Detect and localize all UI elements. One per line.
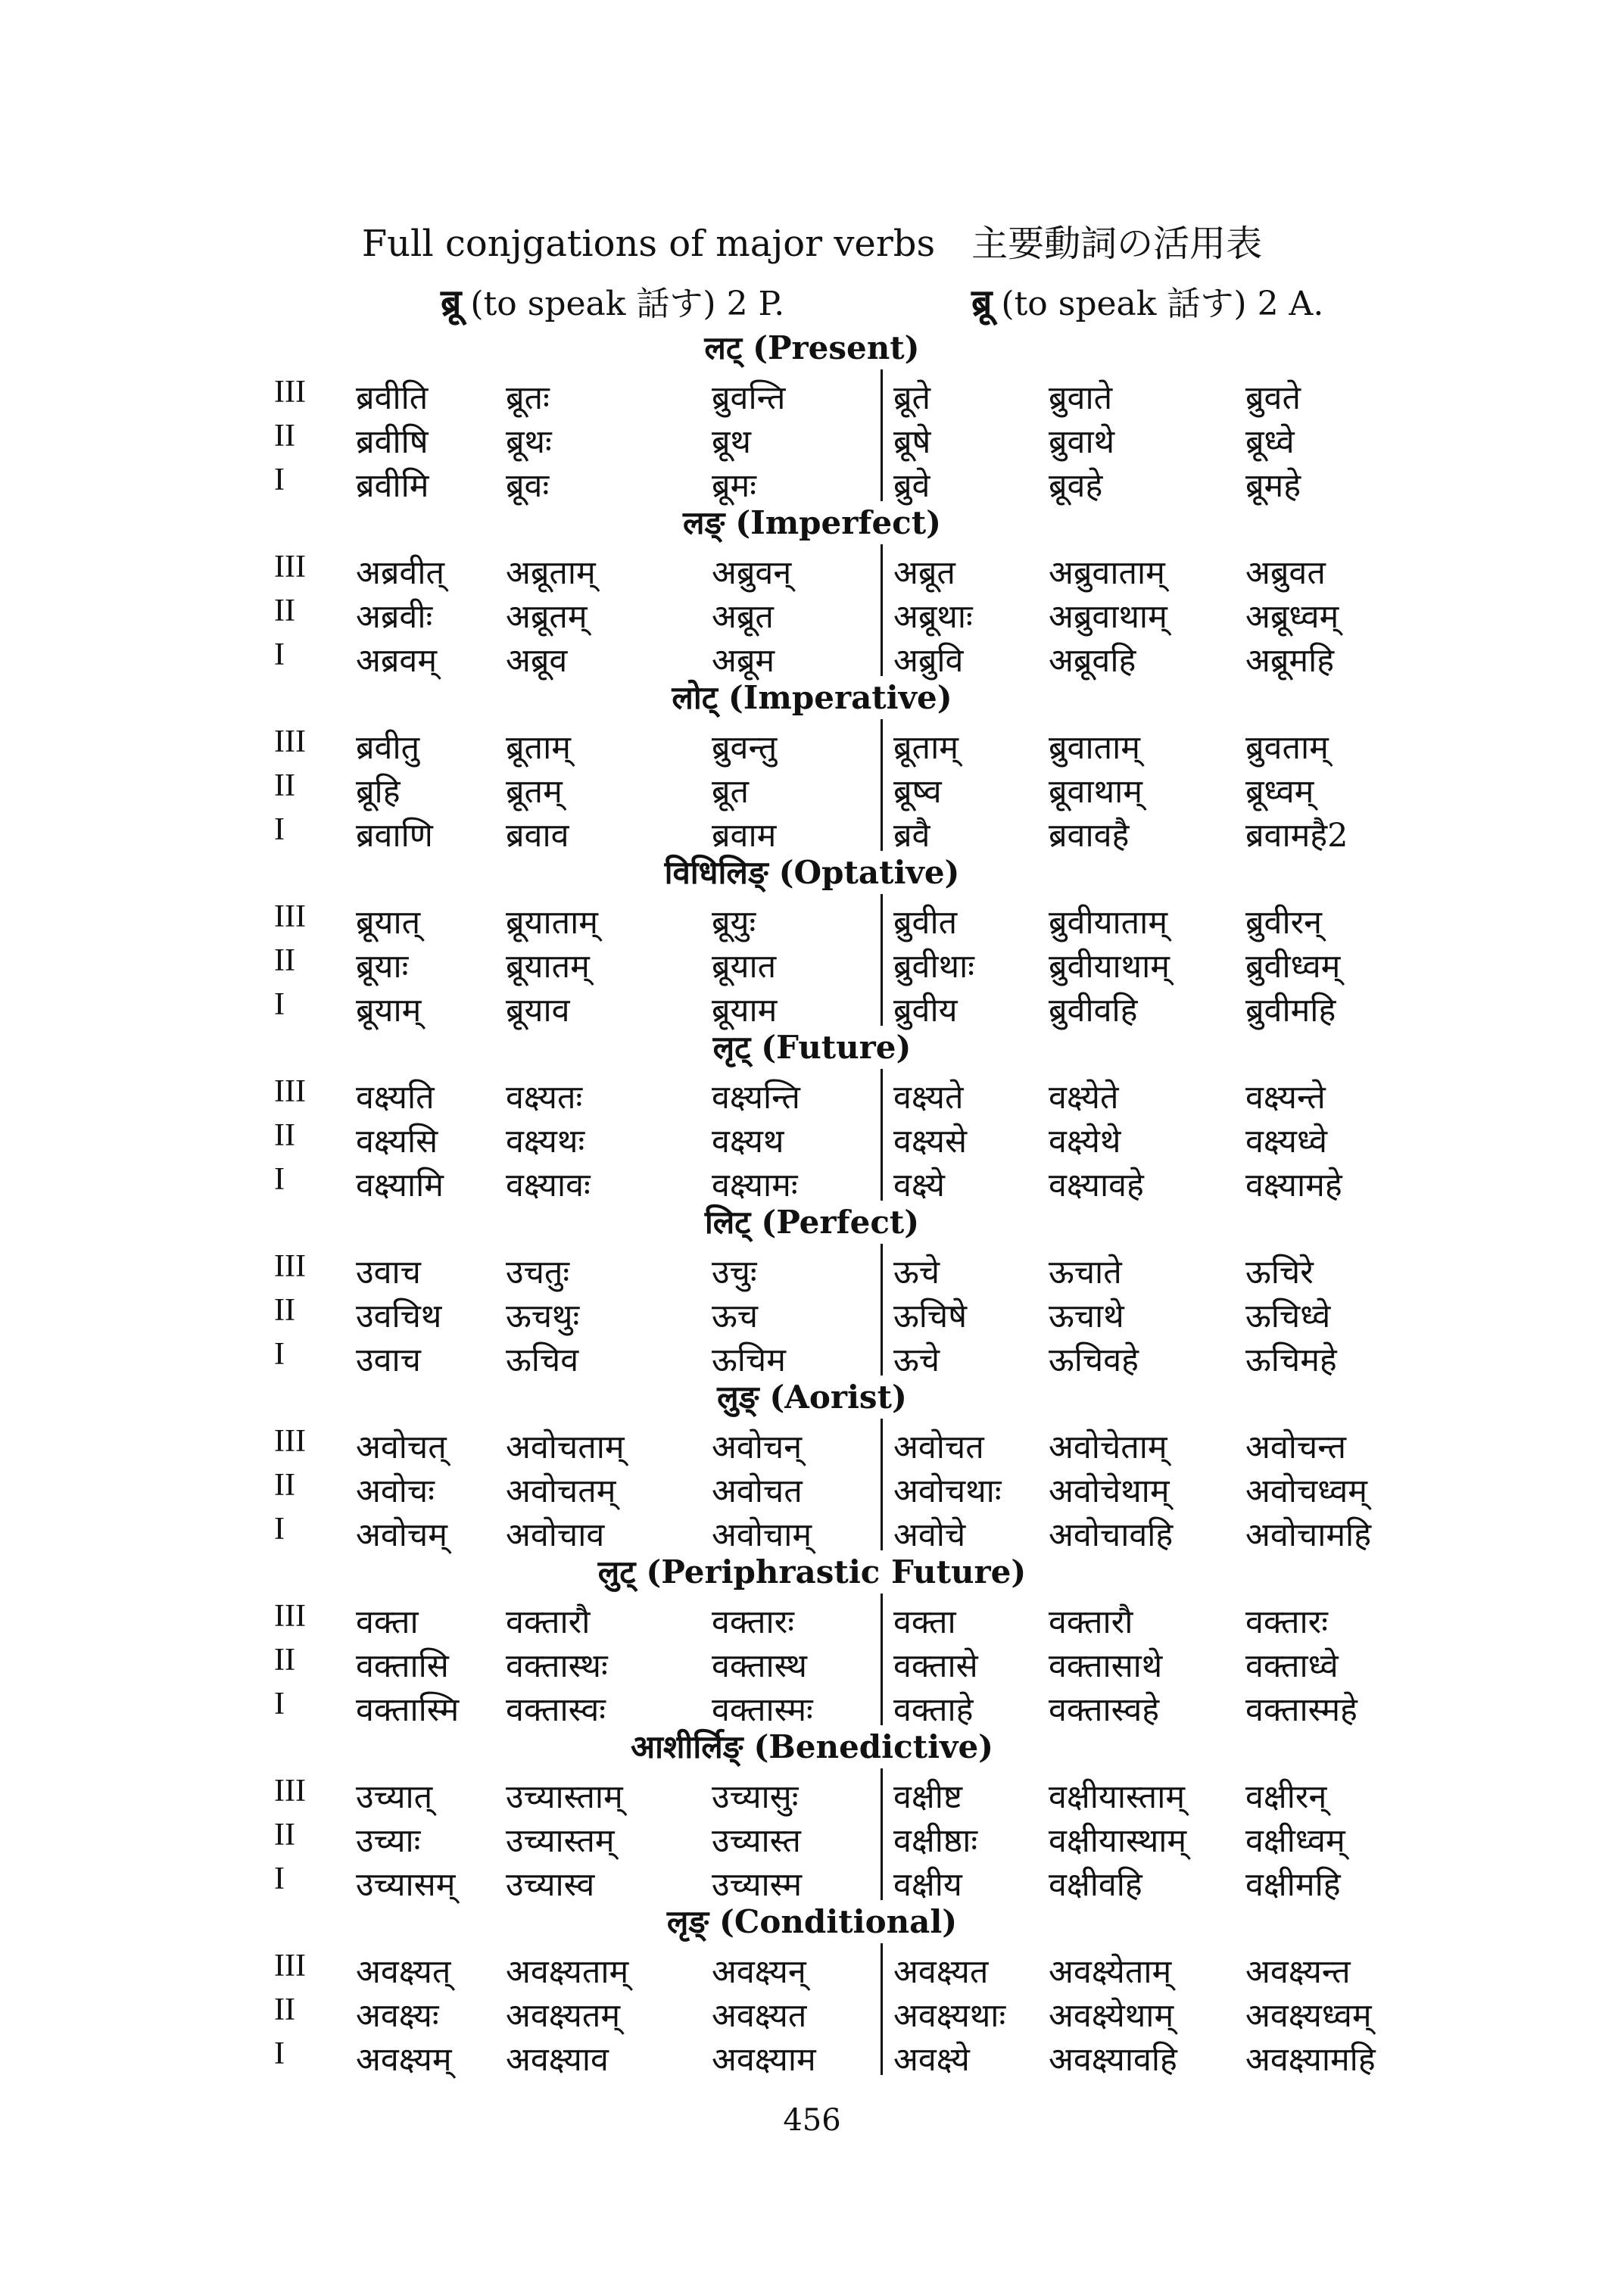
verb-form: अवक्ष्यत्: [356, 1953, 451, 1991]
verb-form: उच्यास्तम्: [506, 1822, 615, 1860]
verb-form: अब्रूध्वम्: [1245, 598, 1339, 636]
verb-form: वक्ष्यामः: [712, 1167, 798, 1204]
conjugation-row: [0, 1773, 1624, 1817]
verb-form: अब्रुवाताम्: [1049, 554, 1165, 592]
person-label: II: [274, 1118, 295, 1153]
verb-form: अवोचे: [893, 1516, 966, 1554]
person-label: II: [274, 1818, 295, 1852]
conjugation-row: [0, 374, 1624, 418]
verb-form: ब्रुवीयाताम्: [1049, 904, 1168, 942]
verb-form: ब्रुवे: [893, 467, 930, 505]
verb-gloss: (to speak 話す) 2 P.: [470, 285, 785, 323]
tense-english-name: (Imperfect): [735, 504, 942, 541]
conjugation-row: [0, 768, 1624, 812]
verb-form: अब्रवीत्: [356, 554, 444, 592]
verb-form: वक्ष्येते: [1049, 1079, 1119, 1117]
verb-form: उच्यास्म: [712, 1866, 803, 1904]
verb-form: अवक्ष्यन्त: [1245, 1953, 1351, 1991]
verb-form: अवोचत: [893, 1428, 984, 1466]
person-label: III: [274, 1774, 306, 1809]
verb-form: अवक्ष्यामहि: [1245, 2041, 1376, 2079]
verb-form: वक्ष्यध्वे: [1245, 1123, 1328, 1161]
verb-form: ब्रुवीयाथाम्: [1049, 948, 1170, 986]
verb-form: अवक्ष्यन्: [712, 1953, 806, 1991]
verb-form: ब्रुवीरन्: [1245, 904, 1323, 942]
verb-root: ब्रू: [971, 282, 993, 324]
verb-form: ब्रवै: [893, 817, 930, 855]
verb-form: अब्रूथाः: [893, 598, 973, 636]
tense-title: [0, 675, 1624, 718]
verb-form: वक्ष्यथः: [506, 1123, 585, 1161]
verb-form: अवक्ष्याव: [506, 2041, 609, 2079]
person-label: II: [274, 1468, 295, 1503]
verb-form: ब्रवाणि: [356, 817, 433, 855]
person-label: I: [274, 463, 285, 497]
tense-sanskrit-name: लृट्: [712, 1029, 751, 1066]
conjugation-row: [0, 1073, 1624, 1117]
tense-sanskrit-name: लृङ्: [666, 1903, 709, 1940]
verb-form: वक्तासे: [893, 1647, 978, 1685]
verb-form: ब्रूध्वे: [1245, 423, 1295, 461]
verb-form: वक्ष्यति: [356, 1079, 435, 1117]
tense-sanskrit-name: लुङ्: [717, 1379, 759, 1416]
verb-form: ब्रवाव: [506, 817, 569, 855]
tense-english-name: (Conditional): [719, 1903, 958, 1940]
verb-form: ब्रूत: [712, 773, 750, 811]
verb-form: अब्रुवि: [893, 642, 964, 680]
person-label: II: [274, 1643, 295, 1678]
tense-title: [0, 1025, 1624, 1068]
person-label: II: [274, 768, 295, 803]
person-label: I: [274, 2036, 285, 2071]
tense-section: [0, 500, 1624, 681]
verb-form: ब्रूते: [893, 379, 931, 417]
verb-form: अवक्ष्यावहि: [1049, 2041, 1177, 2079]
person-label: II: [274, 419, 295, 453]
conjugation-row: [0, 1598, 1624, 1642]
person-label: III: [274, 1424, 306, 1459]
verb-form: अवक्ष्येथाम्: [1049, 1997, 1174, 2035]
verb-form: उचुः: [712, 1254, 757, 1291]
tense-section: [0, 1025, 1624, 1205]
conjugation-row: [0, 942, 1624, 986]
verb-form: ब्रुवन्तु: [712, 729, 778, 767]
verb-form: वक्ताहे: [893, 1691, 974, 1729]
verb-form: अवोचः: [356, 1472, 435, 1510]
person-label: I: [274, 812, 285, 847]
conjugation-row: [0, 1511, 1624, 1555]
verb-form: ब्रूयुः: [712, 904, 756, 942]
person-label: I: [274, 1862, 285, 1896]
verb-form: वक्तास्मि: [356, 1691, 460, 1729]
person-label: III: [274, 724, 306, 759]
verb-form: अवक्ष्यत: [712, 1997, 807, 2035]
person-label: II: [274, 1992, 295, 2027]
tense-section: [0, 326, 1624, 506]
conjugation-row: [0, 986, 1624, 1030]
verb-form: वक्ता: [356, 1603, 419, 1641]
verb-form: ब्रुवन्ति: [712, 379, 786, 417]
verb-form: वक्तारौ: [506, 1603, 591, 1641]
tense-sanskrit-name: आशीर्लिङ्: [630, 1728, 743, 1765]
verb-form: ब्रूमहे: [1245, 467, 1301, 505]
verb-heading-atmanepada: [971, 276, 1323, 326]
verb-form: ब्रूयातम्: [506, 948, 590, 986]
verb-form: ब्रूताम्: [506, 729, 571, 767]
tense-english-name: (Periphrastic Future): [646, 1553, 1027, 1590]
conjugation-row: [0, 724, 1624, 768]
verb-form: वक्ष्यामहे: [1245, 1167, 1342, 1204]
verb-form: वक्ष्यन्ते: [1245, 1079, 1326, 1117]
person-label: I: [274, 1162, 285, 1197]
verb-form: अवक्ष्यथाः: [893, 1997, 1006, 2035]
verb-form: अब्रवीः: [356, 598, 433, 636]
verb-form: अवोचामहि: [1245, 1516, 1372, 1554]
verb-form: वक्ताध्वे: [1245, 1647, 1339, 1685]
tense-english-name: (Perfect): [761, 1204, 920, 1241]
verb-form: अवक्ष्यम्: [356, 2041, 452, 2079]
tense-title: [0, 326, 1624, 369]
tense-sanskrit-name: विधिलिङ्: [664, 854, 768, 891]
verb-form: अब्रवम्: [356, 642, 438, 680]
verb-form: अवोचन्त: [1245, 1428, 1346, 1466]
conjugation-row: [0, 1161, 1624, 1205]
verb-form: वक्तास्महे: [1245, 1691, 1357, 1729]
tense-english-name: (Future): [761, 1029, 912, 1066]
tense-title: [0, 1200, 1624, 1243]
verb-form: वक्षीय: [893, 1866, 962, 1904]
verb-form: अवोचध्वम्: [1245, 1472, 1367, 1510]
conjugation-row: [0, 899, 1624, 942]
conjugation-row: [0, 549, 1624, 593]
verb-form: अवोचताम्: [506, 1428, 625, 1466]
verb-form: ब्रूयात्: [356, 904, 421, 942]
person-label: III: [274, 899, 306, 934]
verb-form: वक्तारौ: [1049, 1603, 1133, 1641]
person-label: I: [274, 1337, 285, 1372]
verb-form: अब्रुवाथाम्: [1049, 598, 1167, 636]
tense-title: [0, 1724, 1624, 1768]
conjugation-row: [0, 462, 1624, 506]
verb-form: ब्रूवाथाम्: [1049, 773, 1142, 811]
person-label: I: [274, 987, 285, 1022]
verb-form: उच्यास्व: [506, 1866, 595, 1904]
verb-form: अब्रूम: [712, 642, 775, 680]
verb-form: वक्तास्वः: [506, 1691, 606, 1729]
verb-form: ब्रूतः: [506, 379, 550, 417]
verb-form: अब्रूत: [893, 554, 955, 592]
verb-form: अब्रूतम्: [506, 598, 588, 636]
verb-form: उच्याः: [356, 1822, 421, 1860]
conjugation-row: [0, 1336, 1624, 1380]
verb-form: अवक्ष्याम: [712, 2041, 816, 2079]
verb-form: वक्ष्यतः: [506, 1079, 583, 1117]
verb-form: वक्ष्यामि: [356, 1167, 444, 1204]
verb-form: ऊचिमहे: [1245, 1341, 1337, 1379]
verb-form: ब्रुवीय: [893, 992, 958, 1030]
verb-gloss: (to speak 話す) 2 A.: [1001, 285, 1324, 323]
verb-form: ऊचिवहे: [1049, 1341, 1139, 1379]
verb-form: ब्रवीमि: [356, 467, 429, 505]
verb-form: अवोचतम्: [506, 1472, 616, 1510]
verb-form: अवोचाव: [506, 1516, 605, 1554]
verb-form: ब्रूताम्: [893, 729, 959, 767]
verb-form: ब्रुवते: [1245, 379, 1301, 417]
verb-form: अब्रुवत: [1245, 554, 1326, 592]
verb-form: ब्रूतम्: [506, 773, 563, 811]
tense-title: [0, 1550, 1624, 1593]
verb-form: अब्रुवन्: [712, 554, 792, 592]
verb-form: ब्रूहि: [356, 773, 401, 811]
verb-form: अवोचेताम्: [1049, 1428, 1167, 1466]
verb-heading-parasmaipada: [441, 276, 784, 326]
conjugation-row: [0, 1248, 1624, 1292]
tense-sanskrit-name: लट्: [704, 329, 743, 366]
verb-form: उचतुः: [506, 1254, 570, 1291]
verb-form: ब्रवीषि: [356, 423, 429, 461]
tense-sanskrit-name: लङ्: [682, 504, 725, 541]
verb-form: ब्रुवीध्वम्: [1245, 948, 1341, 986]
verb-form: अवक्ष्यध्वम्: [1245, 1997, 1372, 2035]
verb-form: उच्यात्: [356, 1778, 433, 1816]
verb-form: उच्यासम्: [356, 1866, 456, 1904]
person-label: II: [274, 594, 295, 628]
verb-form: वक्षीष्ट: [893, 1778, 962, 1816]
conjugation-row: [0, 1467, 1624, 1511]
tense-section: [0, 675, 1624, 855]
verb-form: वक्षीमहि: [1245, 1866, 1341, 1904]
conjugation-row: [0, 1686, 1624, 1730]
verb-form: ऊच: [712, 1298, 759, 1335]
verb-form: ऊचाथे: [1049, 1298, 1124, 1335]
verb-form: अवोचावहि: [1049, 1516, 1174, 1554]
verb-form: अवक्ष्यत: [893, 1953, 989, 1991]
verb-form: ब्रुवताम्: [1245, 729, 1329, 767]
tense-title: [0, 500, 1624, 544]
tense-section: [0, 850, 1624, 1030]
verb-form: वक्ष्येथे: [1049, 1123, 1121, 1161]
verb-form: ब्रूथः: [506, 423, 552, 461]
verb-form: उवचिथ: [356, 1298, 442, 1335]
verb-form: अब्रूताम्: [506, 554, 596, 592]
verb-form: ब्रूषे: [893, 423, 931, 461]
tense-section: [0, 1550, 1624, 1730]
verb-form: अवोचम्: [356, 1516, 447, 1554]
conjugation-row: [0, 1861, 1624, 1905]
verb-form: वक्ष्यथ: [712, 1123, 784, 1161]
verb-form: ब्रुवीत: [893, 904, 958, 942]
conjugation-row: [0, 812, 1624, 855]
verb-form: वक्ष्यन्ति: [712, 1079, 800, 1117]
tense-title: [0, 850, 1624, 893]
verb-form: वक्ष्यावः: [506, 1167, 591, 1204]
verb-form: उच्यास्ताम्: [506, 1778, 623, 1816]
tense-section: [0, 1200, 1624, 1380]
verb-form: ब्रूध्वम्: [1245, 773, 1314, 811]
verb-form: वक्ष्यसे: [893, 1123, 968, 1161]
conjugation-row: [0, 593, 1624, 637]
conjugation-row: [0, 418, 1624, 462]
tense-sanskrit-name: लोट्: [672, 679, 718, 716]
verb-form: ब्रूमः: [712, 467, 756, 505]
person-label: II: [274, 1293, 295, 1328]
verb-form: ब्रूयाम्: [356, 992, 422, 1030]
verb-form: ब्रुवाते: [1049, 379, 1113, 417]
page-title: Full conjgations of major verbs 主要動詞の活用表: [361, 223, 1263, 265]
verb-form: अवक्ष्ये: [893, 2041, 970, 2079]
verb-form: वक्षीवहि: [1049, 1866, 1142, 1904]
verb-form: ब्रूवहे: [1049, 467, 1103, 505]
verb-form: ऊचे: [893, 1341, 940, 1379]
verb-form: ब्रवामहै2: [1245, 817, 1348, 855]
conjugation-row: [0, 1948, 1624, 1992]
verb-form: वक्ष्यते: [893, 1079, 964, 1117]
verb-form: ब्रूयात: [712, 948, 777, 986]
tense-english-name: (Present): [753, 329, 920, 366]
verb-form: वक्तास्थ: [712, 1647, 807, 1685]
verb-form: उच्यासुः: [712, 1778, 799, 1816]
person-label: III: [274, 1599, 306, 1634]
verb-form: उच्यास्त: [712, 1822, 801, 1860]
person-label: III: [274, 550, 306, 584]
verb-form: वक्षीयास्ताम्: [1049, 1778, 1186, 1816]
verb-form: ऊचाते: [1049, 1254, 1122, 1291]
tense-english-name: (Optative): [778, 854, 960, 891]
person-label: III: [274, 375, 306, 410]
tense-section: [0, 1375, 1624, 1555]
tense-english-name: (Imperative): [728, 679, 952, 716]
verb-form: वक्तारः: [712, 1603, 794, 1641]
conjugation-row: [0, 1423, 1624, 1467]
verb-form: ऊचिरे: [1245, 1254, 1314, 1291]
tense-title: [0, 1899, 1624, 1943]
verb-form: ऊचथुः: [506, 1298, 580, 1335]
tense-sanskrit-name: लिट्: [704, 1204, 751, 1241]
verb-form: ऊचिध्वे: [1245, 1298, 1331, 1335]
conjugation-row: [0, 1817, 1624, 1861]
tense-english-name: (Benedictive): [753, 1728, 994, 1765]
tense-section: [0, 1724, 1624, 1905]
verb-form: अवोचत्: [356, 1428, 447, 1466]
verb-form: अब्रूत: [712, 598, 774, 636]
verb-form: ब्रूष्व: [893, 773, 942, 811]
verb-form: अवोचेथाम्: [1049, 1472, 1170, 1510]
tense-title: [0, 1375, 1624, 1418]
conjugation-row: [0, 1292, 1624, 1336]
verb-form: वक्तास्मः: [712, 1691, 813, 1729]
conjugation-row: [0, 1992, 1624, 2036]
verb-form: उवाच: [356, 1341, 421, 1379]
verb-form: वक्षीयास्थाम्: [1049, 1822, 1187, 1860]
verb-form: वक्तासाथे: [1049, 1647, 1163, 1685]
person-label: III: [274, 1074, 306, 1109]
tense-english-name: (Aorist): [769, 1379, 907, 1416]
verb-form: ब्रूथ: [712, 423, 752, 461]
conjugation-row: [0, 2036, 1624, 2080]
verb-form: ब्रवीतु: [356, 729, 420, 767]
verb-form: वक्षीष्ठाः: [893, 1822, 978, 1860]
verb-form: अवक्ष्यतम्: [506, 1997, 621, 2035]
verb-form: वक्तास्थः: [506, 1647, 608, 1685]
verb-form: ब्रुवाथे: [1049, 423, 1115, 461]
conjugation-row: [0, 1117, 1624, 1161]
verb-form: अवक्ष्येताम्: [1049, 1953, 1172, 1991]
verb-form: अब्रूव: [506, 642, 568, 680]
verb-form: ऊचिव: [506, 1341, 579, 1379]
verb-form: वक्षीरन्: [1245, 1778, 1327, 1816]
verb-form: ब्रवाम: [712, 817, 777, 855]
page-number: 456: [783, 2103, 841, 2138]
verb-form: वक्ता: [893, 1603, 956, 1641]
verb-form: ब्रूयाताम्: [506, 904, 598, 942]
tense-sanskrit-name: लुट्: [597, 1553, 636, 1590]
verb-form: वक्षीध्वम्: [1245, 1822, 1345, 1860]
verb-form: ब्रवीति: [356, 379, 429, 417]
tense-section: [0, 1899, 1624, 2080]
verb-form: अब्रूमहि: [1245, 642, 1335, 680]
conjugation-row: [0, 637, 1624, 681]
verb-form: उवाच: [356, 1254, 421, 1291]
verb-form: वक्तारः: [1245, 1603, 1328, 1641]
verb-root: ब्रू: [441, 282, 462, 324]
verb-form: अवक्ष्यताम्: [506, 1953, 629, 1991]
verb-form: अवोचत: [712, 1472, 803, 1510]
verb-form: अब्रूवहि: [1049, 642, 1136, 680]
person-label: I: [274, 1687, 285, 1721]
verb-form: ब्रुवाताम्: [1049, 729, 1140, 767]
person-label: I: [274, 1512, 285, 1547]
verb-form: ब्रूवः: [506, 467, 550, 505]
conjugation-row: [0, 1642, 1624, 1686]
verb-form: ब्रूयाव: [506, 992, 570, 1030]
person-label: II: [274, 943, 295, 978]
verb-form: वक्ष्यावहे: [1049, 1167, 1144, 1204]
verb-form: वक्ष्ये: [893, 1167, 945, 1204]
verb-form: ब्रुवीवहि: [1049, 992, 1138, 1030]
verb-form: अवोचाम्: [712, 1516, 812, 1554]
verb-form: ब्रूयाः: [356, 948, 409, 986]
verb-form: अवोचथाः: [893, 1472, 1002, 1510]
verb-form: अवक्ष्यः: [356, 1997, 439, 2035]
verb-form: अवोचन्: [712, 1428, 803, 1466]
verb-form: ऊचिषे: [893, 1298, 968, 1335]
verb-form: ऊचिम: [712, 1341, 786, 1379]
verb-form: ब्रुवीथाः: [893, 948, 974, 986]
verb-form: वक्ष्यसि: [356, 1123, 438, 1161]
verb-form: ब्रवावहै: [1049, 817, 1130, 855]
person-label: III: [274, 1249, 306, 1284]
verb-form: ब्रुवीमहि: [1245, 992, 1336, 1030]
person-label: I: [274, 637, 285, 672]
verb-form: वक्तास्वहे: [1049, 1691, 1160, 1729]
person-label: III: [274, 1949, 306, 1983]
verb-form: ब्रूयाम: [712, 992, 778, 1030]
verb-form: वक्तासि: [356, 1647, 449, 1685]
verb-form: ऊचे: [893, 1254, 940, 1291]
